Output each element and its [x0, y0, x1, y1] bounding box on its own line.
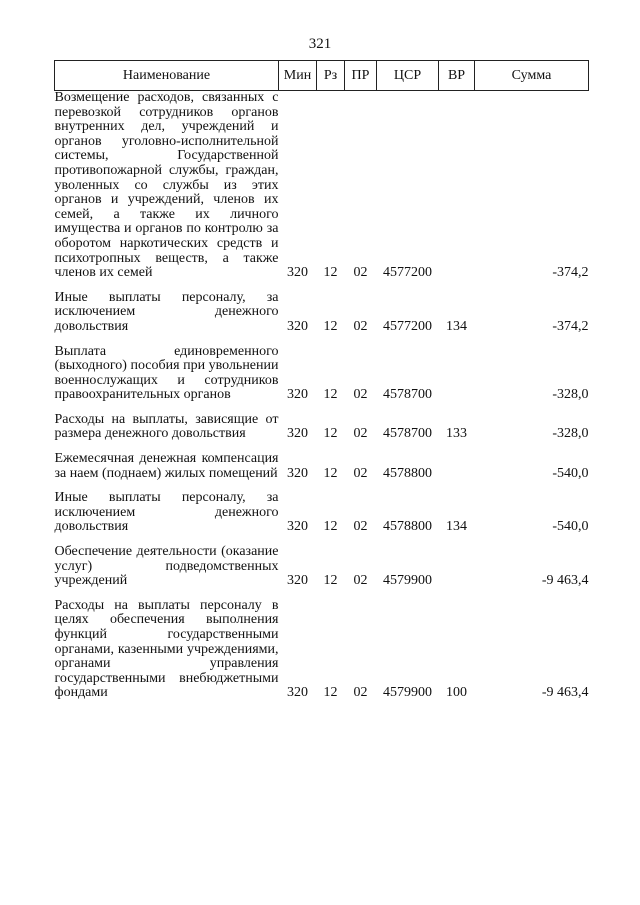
row-vr: 100 — [446, 685, 467, 701]
row-pr: 02 — [353, 685, 368, 701]
header-csr: ЦСР — [377, 61, 439, 91]
row-min: 320 — [287, 519, 308, 535]
row-pr: 02 — [353, 265, 368, 281]
table-row — [55, 452, 589, 481]
row-gap — [55, 335, 589, 345]
row-vr: 133 — [446, 426, 467, 442]
row-name: Расходы на выплаты, зависящие от размера денежного довольствия — [54, 411, 279, 442]
row-min: 320 — [287, 685, 308, 701]
table-row — [55, 91, 589, 281]
table-row — [55, 413, 589, 442]
row-sum: -374,2 — [552, 318, 589, 334]
row-csr: 4579900 — [383, 685, 432, 701]
row-name: Иные выплаты персоналу, за исключением денежного довольствия — [54, 490, 279, 535]
row-csr: 4578700 — [383, 426, 432, 442]
row-rz: 12 — [323, 519, 338, 535]
row-pr: 02 — [353, 465, 368, 481]
row-name: Расходы на выплаты персоналу в целях обеспечения выполнения функций государственными органами, казенными учреждениями, органами управления государственными внебюджетными фондами — [54, 597, 279, 701]
row-pr: 02 — [353, 573, 368, 589]
row-csr: 4577200 — [383, 318, 432, 334]
row-rz: 12 — [323, 573, 338, 589]
header-min: Мин — [279, 61, 317, 91]
table-header-row — [55, 61, 589, 91]
row-min: 320 — [287, 465, 308, 481]
row-min: 320 — [287, 318, 308, 334]
budget-table — [54, 60, 589, 701]
row-sum: -540,0 — [552, 519, 589, 535]
table-row — [55, 599, 589, 701]
row-rz: 12 — [323, 685, 338, 701]
row-rz: 12 — [323, 265, 338, 281]
row-csr: 4578800 — [383, 519, 432, 535]
header-name: Наименование — [55, 61, 279, 91]
row-min: 320 — [287, 265, 308, 281]
row-name: Ежемесячная денежная компенсация за наем (поднаем) жилых помещений — [54, 451, 279, 481]
table-row — [55, 291, 589, 335]
row-rz: 12 — [323, 426, 338, 442]
row-min: 320 — [287, 387, 308, 403]
row-min: 320 — [287, 573, 308, 589]
row-csr: 4579900 — [383, 573, 432, 589]
row-sum: -328,0 — [552, 426, 589, 442]
row-csr: 4577200 — [383, 265, 432, 281]
table-row — [55, 491, 589, 535]
page-number: 321 — [308, 36, 332, 52]
row-pr: 02 — [353, 387, 368, 403]
row-rz: 12 — [323, 465, 338, 481]
row-sum: -9 463,4 — [541, 685, 589, 701]
header-sum: Сумма — [475, 61, 589, 91]
table-row — [55, 345, 589, 403]
row-sum: -540,0 — [552, 465, 589, 481]
row-sum: -9 463,4 — [541, 573, 589, 589]
row-sum: -328,0 — [552, 387, 589, 403]
row-min: 320 — [287, 426, 308, 442]
row-vr — [439, 345, 475, 403]
row-pr: 02 — [353, 519, 368, 535]
row-pr: 02 — [353, 426, 368, 442]
header-vr: ВР — [439, 61, 475, 91]
row-csr: 4578800 — [383, 465, 432, 481]
row-name: Выплата единовременного (выходного) пособия при увольнении военнослужащих и сотрудников правоохранительных органов — [54, 343, 279, 403]
row-vr — [439, 452, 475, 481]
row-name: Обеспечение деятельности (оказание услуг) подведомственных учреждений — [54, 544, 279, 589]
row-name: Возмещение расходов, связанных с перевозкой сотрудников органов внутренних дел, учреждений и органов уголовно-исполнительной системы, Государственной противопожарной службы, граждан, уволенных со службы из этих органов и учреждений, членов их семей, а также их личного имущества и органов по контролю за оборотом наркотических средств и психотропных веществ, а также членов их семей — [54, 90, 279, 281]
row-name: Иные выплаты персоналу, за исключением денежного довольствия — [54, 289, 279, 334]
row-vr — [439, 91, 475, 281]
row-vr — [439, 545, 475, 589]
row-pr: 02 — [353, 318, 368, 334]
row-vr: 134 — [446, 519, 467, 535]
row-vr: 134 — [446, 318, 467, 334]
header-pr: ПР — [345, 61, 377, 91]
row-rz: 12 — [323, 318, 338, 334]
table-row — [55, 545, 589, 589]
header-rz: Рз — [317, 61, 345, 91]
row-sum: -374,2 — [552, 265, 589, 281]
row-rz: 12 — [323, 387, 338, 403]
row-csr: 4578700 — [383, 387, 432, 403]
